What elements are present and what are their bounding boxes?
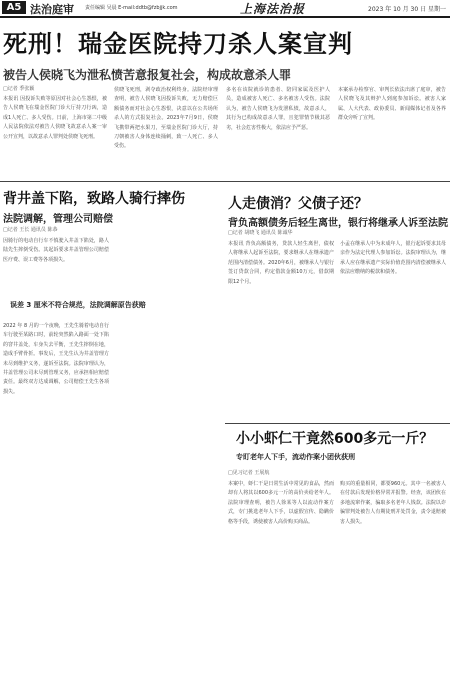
- story-right-body-2: 小孟在继承人中为未成年人，银行起诉要求其母亲作为法定代理人参加诉讼。法院审理认为，继承人应在继承遗产实际价值范围内清偿被继承人依法应缴纳的税款和债务。: [340, 241, 446, 276]
- issue-date: 2023 年 10 月 30 日 星期一: [368, 6, 446, 13]
- editor-contact: 责任编辑 吴晨 E-mail:ddtb@fzbjjk.com: [85, 5, 178, 11]
- masthead: [0, 0, 450, 18]
- lead-column-4: 本案承办检察官、审判长依法出席了庭审，被告人侯晓飞及其辩护人到庭参加诉讼。被害人家属、人大代表、政协委员、新闻媒体记者及各界群众旁听了宣判。: [338, 87, 446, 122]
- lead-column-2: 侯晓飞死刑，剥夺政治权利终身。法院经审理查明，被告人侯晓飞因投诉失败，无力赔偿巨额债务而对社会心生怨恨，决意以在公共场所杀人的方式报复社会。2023年7月9日，侯晓飞携带两把水果刀，至瑞金医院门诊大厅，持刀朝被害人身体连续捅刺，致一人死亡、多人受伤。: [114, 87, 218, 150]
- story-shrimp-body-2: 购买的重量相同，都要960元。其中一名被害人在付款后发现价格异常并报警。经查，该团伙在多地流窜作案，骗取多名老年人钱款。法院以诈骗罪判处被告人有期徒刑并处罚金，责令退赔被害人损失。: [340, 481, 446, 525]
- lead-headline: 死刑！瑞金医院持刀杀人案宣判: [3, 30, 353, 58]
- lead-byline: □记者 季张颖: [3, 86, 35, 92]
- story-left-body-1: 因骑行的电动自行车不慎驶入井盖下陷处，路人陆先生摔倒受伤。其起诉要求井盖管理公司赔偿医疗费、误工费等各项损失。: [3, 238, 109, 263]
- story-left-byline: □记者 王长 通讯员 陈恭: [3, 227, 58, 233]
- lead-subhead: 被告人侯晓飞为泄私愤苦意报复社会，构成故意杀人罪: [3, 68, 292, 82]
- page-number: A5: [2, 1, 26, 14]
- story-left-body-3: [116, 237, 220, 672]
- lead-column-3: 多名在该院就诊的患者、陪同家属及医护人员，造成被害人死亡、多名被害人受伤。法院认为，被告人侯晓飞为发泄私愤，故意杀人，其行为已构成故意杀人罪，且犯罪情节极其恶劣，社会危害性极大，依法应予严惩。: [226, 87, 330, 131]
- lead-column-1: 本报讯 因投诉失败等原因对社会心生怨恨，被告人侯晓飞在瑞金医院门诊大厅持刀行凶，造成1人死亡、多人受伤。日前，上海市第二中级人民法院依法对被告人侯晓飞故意杀人案一审公开宣判，以故意杀人罪判处侯晓飞死刑。: [3, 96, 107, 140]
- story-shrimp-subtitle: 专盯老年人下手，流动作案小团伙获刑: [236, 453, 355, 461]
- story-left-caption: 误差 3 厘米不符合规范，法院调解原告获赔: [10, 301, 146, 309]
- story-shrimp-byline: □见习记者 王展航: [228, 470, 270, 476]
- story-left-title: 背井盖下陷，致路人骑行摔伤: [3, 191, 185, 207]
- story-left-subtitle: 法院调解，管理公司赔偿: [3, 214, 113, 225]
- story-shrimp-title: 小小虾仁干竟然600多元一斤？: [236, 431, 434, 447]
- story-right-title: 人走债消？父债子还？: [228, 196, 368, 212]
- story-shrimp-body-1: 本案中，虾仁干是日常生活中常见的食品，然而却有人将其以600多元一斤的高价卖给老年人。法院审理查明，被告人徐某等人以流动作案方式，专门挑选老年人下手，以虚假宣传、隐瞒价格等手段，诱使被害人高价购买商品。: [228, 481, 334, 525]
- story-right-subtitle: 背负高额债务后轻生离世，银行将继承人诉至法院: [228, 218, 448, 229]
- section-divider: [0, 181, 450, 182]
- story-right-body-1: 本报讯 背负高额债务，贷款人轻生离世，债权人将继承人起诉至法院，要求继承人在继承遗产范围内清偿债务。2020年6月，被继承人与银行签订贷款合同，约定借款金额10万元，借款期限12个月。: [228, 241, 334, 285]
- story-left-body-2: 2022 年 8 月的一个夜晚，王先生骑着电动自行车行驶至某路口时，前轮突然陷入路面一处下陷的窨井盖处，车身失去平衡，王先生摔倒在地，造成手臂骨折。事发后，王先生认为井盖管理方未尽到维护义务，遂诉至法院。法院审理认为，井盖管理公司未尽到管理义务，应承担相应赔偿责任。最终双方达成调解，公司赔偿王先生各项损失。: [3, 323, 109, 395]
- section-title: 法治庭审: [30, 3, 74, 16]
- story-right-byline: □记者 胡晓飞 通讯员 陈诚华: [228, 230, 293, 236]
- mid-divider: [225, 423, 450, 424]
- newspaper-logo: 上海法治报: [240, 2, 306, 16]
